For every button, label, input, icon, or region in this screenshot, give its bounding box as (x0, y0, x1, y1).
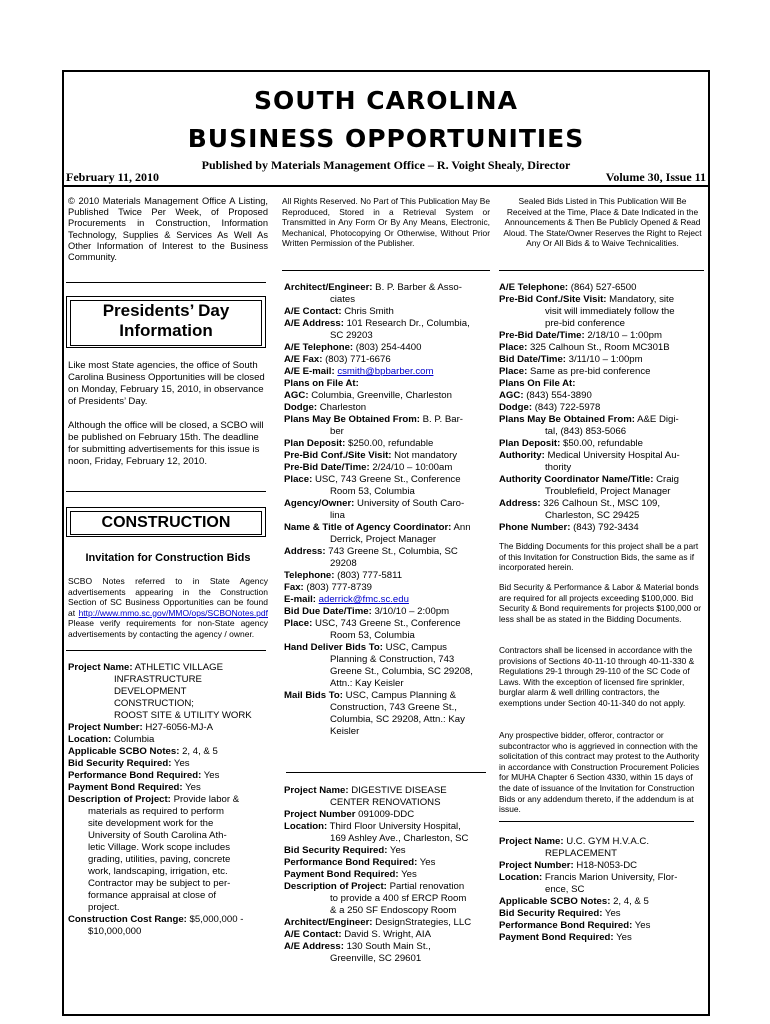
p1-location-label: Location: (68, 734, 112, 745)
p2-prebid-label: Pre-Bid Conf./Site Visit: (499, 294, 607, 305)
p1-perf-label: Performance Bond Required: (68, 770, 202, 781)
p1-coord-2: Derrick, Project Manager (330, 534, 437, 545)
project1-part1 (68, 662, 268, 938)
col3-rule-1 (499, 270, 704, 271)
p2-ae-tel: (864) 527-6500 (570, 282, 637, 293)
p1-hand-3: Greene St., Columbia, SC 29208, (330, 666, 473, 677)
p2-authority-2: thority (545, 462, 572, 473)
construction-box (66, 507, 266, 537)
p1-fax-label: Fax: (284, 582, 304, 593)
p2-due: 3/11/10 – 1:00pm (568, 354, 643, 365)
presidents-day-para2: Although the office will be closed, a SCBO will be published on February 15th. The deadline for submitting advertisements for this issue is noon, Friday, February 12, 2010. (68, 420, 264, 467)
p2-prebid-dt-label: Pre-Bid Date/Time: (499, 330, 585, 341)
p2-address-2: Charleston, SC 29425 (545, 510, 640, 521)
p1-hand-4: Attn.: Kay Keisler (330, 678, 404, 689)
p1-range-2: $10,000,000 (88, 926, 142, 937)
p2-name-2: CENTER RENOVATIONS (330, 797, 441, 808)
p1-place2-1: USC, 743 Greene St., Conference (314, 618, 461, 629)
p2-arch: DesignStrategies, LLC (375, 917, 472, 928)
construction-heading: CONSTRUCTION (101, 514, 231, 531)
p1-hand-2: Planning & Construction, 743 (330, 654, 455, 665)
p3-number: H18-N053-DC (576, 860, 638, 871)
p1-plans-label: Plans on File At: (284, 378, 359, 389)
p2-place: 325 Calhoun St., Room MC301B (529, 342, 670, 353)
p1-place-2: Room 53, Columbia (330, 486, 415, 497)
p2-arch-label: Architect/Engineer: (284, 917, 373, 928)
p2-place2-label: Place: (499, 366, 528, 377)
p1-address-label: Address: (284, 546, 326, 557)
issue-volume: Volume 30, Issue 11 (605, 170, 706, 184)
p2-coord-label: Authority Coordinator Name/Title: (499, 474, 654, 485)
p2-agc: (843) 554-3890 (526, 390, 592, 401)
p1-ae-address-1: 101 Research Dr., Columbia, (346, 318, 470, 329)
p2-ae-address-label: A/E Address: (284, 941, 344, 952)
p2-ae-contact: David S. Wright, AIA (344, 929, 431, 940)
project3 (499, 836, 704, 944)
p1-tel: (803) 777-5811 (337, 570, 403, 581)
p1-agc-label: AGC: (284, 390, 309, 401)
presidents-day-para1: Like most State agencies, the office of South Carolina Business Opportunities will be closed on Monday, February 15, 2010, in observance of Presidents’ Day. (68, 360, 265, 407)
p2-name-label: Project Name: (284, 785, 349, 796)
p1-desc-2: materials as required to perform (88, 806, 224, 817)
p3-pay-label: Payment Bond Required: (499, 932, 614, 943)
intro-copyright: © 2010 Materials Management Office A Listing, Published Twice Per Week, of Proposed Procurements in Construction, Information Technology, Supplies & Services As Well As Other Information of Interest to the Business Community. (68, 196, 268, 263)
p1-ae-address-2: SC 29203 (330, 330, 373, 341)
p1-prebid-dt: 2/24/10 – 10:00am (372, 462, 453, 473)
p2-phone-label: Phone Number: (499, 522, 571, 533)
p3-name-1: U.C. GYM H.V.A.C. (566, 836, 649, 847)
p1-deposit-label: Plan Deposit: (284, 438, 346, 449)
p1-coord-1: Ann (453, 522, 471, 533)
presidents-day-heading-2: Information (119, 321, 213, 340)
p3-location-2: ence, SC (545, 884, 585, 895)
p3-pay: Yes (616, 932, 632, 943)
p3-perf-label: Performance Bond Required: (499, 920, 633, 931)
p1-address-1: 743 Greene St., Columbia, SC (328, 546, 458, 557)
p1-ae-contact: Chris Smith (344, 306, 394, 317)
published-by: Published by Materials Management Office – R. Voight Shealy, Director (201, 158, 571, 172)
p2-prebid-2: visit will immediately follow the (545, 306, 675, 317)
p1-deposit: $250.00, refundable (347, 438, 434, 449)
p1-agency-1: University of South Caro- (357, 498, 465, 509)
p1-desc-10: project. (88, 902, 120, 913)
p3-notes: 2, 4, & 5 (613, 896, 649, 907)
p1-prebid-label: Pre-Bid Conf./Site Visit: (284, 450, 392, 461)
p1-desc-3: site development work for the (88, 818, 214, 829)
p1-number: H27-6056-MJ-A (145, 722, 214, 733)
masthead-line1: SOUTH CAROLINA (254, 86, 518, 115)
p1-desc-4: University of South Carolina Ath- (88, 830, 227, 841)
p1-hand-1: USC, Campus (385, 642, 447, 653)
p2-prebid-dt: 2/18/10 – 1:00pm (587, 330, 663, 341)
p3-name-2: REPLACEMENT (545, 848, 617, 859)
p1-name-1: ATHLETIC VILLAGE (134, 662, 223, 673)
p1-dodge: Charleston (319, 402, 367, 413)
p1-mail-label: Mail Bids To: (284, 690, 343, 701)
p1-notes: 2, 4, & 5 (182, 746, 218, 757)
p2-note-3: Contractors shall be licensed in accordance with the provisions of Sections 40-11-10 through 40-11-330 & Regulations 29-1 through 29-110 of the SC Code of Laws. With the exception of licensed fire sprinkler, burglar alarm & well drilling contractors, the exemptions under Section 40-11-340 do not apply. (499, 645, 695, 708)
p1-email-link[interactable]: aderrick@fmc.sc.edu (318, 594, 409, 605)
scbo-notes (68, 576, 268, 640)
p1-desc-9: formance appraisal at close of (88, 890, 216, 901)
p1-desc-5: letic Village. Work scope includes (88, 842, 231, 853)
construction-subheading: Invitation for Construction Bids (85, 552, 251, 564)
p2-address-1: 326 Calhoun St., MSC 109, (543, 498, 661, 509)
masthead-line2: BUSINESS OPPORTUNITIES (187, 124, 585, 153)
p3-name-label: Project Name: (499, 836, 564, 847)
p1-coord-label: Name & Title of Agency Coordinator: (284, 522, 452, 533)
col3-rule-2 (499, 821, 694, 822)
p2-pay-label: Payment Bond Required: (284, 869, 399, 880)
p1-desc-7: work, landscaping, irrigation, etc. (88, 866, 228, 877)
p1-prebid-dt-label: Pre-Bid Date/Time: (284, 462, 370, 473)
p2-ae-tel-label: A/E Telephone: (499, 282, 569, 293)
p1-name-4: CONSTRUCTION; (114, 698, 194, 709)
p1-hand-label: Hand Deliver Bids To: (284, 642, 383, 653)
p2-prebid-1: Mandatory, site (609, 294, 675, 305)
p1-tel-label: Telephone: (284, 570, 335, 581)
p2-name-1: DIGESTIVE DISEASE (351, 785, 447, 796)
col1-rule-3 (66, 650, 266, 651)
scbo-notes-link[interactable]: http://www.mmo.sc.gov/MMO/ops/SCBONotes.pdf (78, 607, 268, 618)
scbo-notes-text-1: SCBO Notes referred to in State Agency advertisements appearing in the Construction Section of SC Business Opportunities can be found at (68, 576, 268, 618)
p2-number-label: Project Number (284, 809, 356, 820)
p1-ae-email-label: A/E E-mail: (284, 366, 335, 377)
p3-location-1: Francis Marion University, Flor- (544, 872, 678, 883)
p2-address-label: Address: (499, 498, 541, 509)
p2-authority-label: Authority: (499, 450, 545, 461)
p1-place-label: Place: (284, 474, 313, 485)
p2-coord-1: Craig (656, 474, 680, 485)
p1-notes-label: Applicable SCBO Notes: (68, 746, 180, 757)
p3-notes-label: Applicable SCBO Notes: (499, 896, 611, 907)
p1-agc: Columbia, Greenville, Charleston (311, 390, 452, 401)
p1-ae-address-label: A/E Address: (284, 318, 344, 329)
p3-bid-sec-label: Bid Security Required: (499, 908, 603, 919)
p1-due-label: Bid Due Date/Time: (284, 606, 372, 617)
p2-bid-sec: Yes (389, 845, 406, 856)
p1-email-label: E-mail: (284, 594, 316, 605)
p2-plans-label: Plans On File At: (499, 378, 576, 389)
col1-rule-1 (66, 282, 266, 283)
col2-rule-2 (286, 772, 486, 773)
p2-prebid-3: pre-bid conference (545, 318, 625, 329)
p2-pay: Yes (401, 869, 417, 880)
p2-authority-1: Medical University Hospital Au- (547, 450, 680, 461)
project2-part2 (499, 282, 704, 534)
p1-place2-label: Place: (284, 618, 313, 629)
p1-bid-sec-label: Bid Security Required: (68, 758, 172, 769)
p2-number: 091009-DDC (358, 809, 415, 820)
p1-pay-label: Payment Bond Required: (68, 782, 183, 793)
p1-place-1: USC, 743 Greene St., Conference (314, 474, 461, 485)
p1-perf: Yes (203, 770, 220, 781)
p1-bid-sec: Yes (173, 758, 190, 769)
p1-prebid: Not mandatory (394, 450, 458, 461)
p2-location-1: Third Floor University Hospital, (329, 821, 461, 832)
p2-location-label: Location: (284, 821, 328, 832)
intro-sealed: Sealed Bids Listed in This Publication Will Be Received at the Time, Place & Date Indicated in the Announcements & Then Be Publicly Opened & Read Aloud. The State/Owner Reserves the Right to Reject Any Or All Bids & to Waive Technicalities. (503, 196, 702, 249)
p2-obtain-label: Plans May Be Obtained From: (499, 414, 635, 425)
masthead-rule (62, 185, 710, 187)
p1-range-1: $5,000,000 - (189, 914, 244, 925)
p2-note-1: The Bidding Documents for this project shall be a part of this Invitation for Construction Bids, the same as if incorporated herein. (499, 541, 699, 573)
p1-number-label: Project Number: (68, 722, 143, 733)
p2-dodge-label: Dodge: (499, 402, 533, 413)
p2-note-4: Any prospective bidder, offeror, contractor or subcontractor who is aggrieved in connection with the solicitation of this contract may protest to the Authority in accordance with Construction Procurement Policies for MUHA Chapter 6 Section 4330, within 15 days of the date of issuance of the Invitation for Construction Bids or any addendum thereto, if the addendum is at issue. (499, 730, 700, 815)
p1-ae-tel-label: A/E Telephone: (284, 342, 354, 353)
p2-ae-address-2: Greenville, SC 29601 (330, 953, 422, 964)
p1-mail-4: Keisler (330, 726, 360, 737)
p3-location-label: Location: (499, 872, 543, 883)
p3-number-label: Project Number: (499, 860, 574, 871)
p1-range-label: Construction Cost Range: (68, 914, 187, 925)
p1-arch-1: B. P. Barber & Asso- (375, 282, 462, 293)
p1-arch-2: ciates (330, 294, 356, 305)
p1-address-2: 29208 (330, 558, 357, 569)
p1-mail-3: Columbia, SC 29208, Attn.: Kay (330, 714, 465, 725)
p2-desc-2: to provide a 400 sf ERCP Room (330, 893, 467, 904)
p1-obtain-1: B. P. Bar- (422, 414, 463, 425)
p2-note-2: Bid Security & Performance & Labor & Material bonds are required for all projects exceeding $100,000. Bid Security & Bond requirements for projects $100,000 or less shall be as stated in the Bidding Documents. (499, 582, 702, 624)
p1-desc-6: grading, utilities, paving, concrete (88, 854, 231, 865)
p1-desc-8: Contractor may be subject to per- (88, 878, 231, 889)
scbo-notes-text-2: Please verify requirements for non-State agency advertisements by contacting the agency / owner. (68, 618, 268, 639)
p2-place2: Same as pre-bid conference (529, 366, 651, 377)
p1-obtain-2: ber (330, 426, 344, 437)
p2-deposit: $50.00, refundable (562, 438, 643, 449)
p2-bid-sec-label: Bid Security Required: (284, 845, 388, 856)
p1-mail-2: Construction, 743 Greene St., (330, 702, 457, 713)
issue-date: February 11, 2010 (66, 170, 159, 184)
p1-due: 3/10/10 – 2:00pm (374, 606, 450, 617)
p2-location-2: 169 Ashley Ave., Charleston, SC (330, 833, 469, 844)
p1-ae-email-link[interactable]: csmith@bpbarber.com (337, 366, 434, 377)
intro-rights: All Rights Reserved. No Part of This Publication May Be Reproduced, Stored in a Retrieval System or Transmitted in Any Form Or By Any Means, Electronic, Mechanical, Photocopying Or Otherwise, Without Prior Written Permission of the Publisher. (282, 196, 490, 249)
project1-part2 (284, 282, 488, 738)
project2-part1 (284, 785, 488, 965)
p2-dodge: (843) 722-5978 (534, 402, 601, 413)
p1-desc-1: Provide labor & (173, 794, 240, 805)
p2-desc-1: Partial renovation (389, 881, 465, 892)
p1-dodge-label: Dodge: (284, 402, 318, 413)
p1-ae-contact-label: A/E Contact: (284, 306, 342, 317)
p2-coord-2: Troublefield, Project Manager (545, 486, 671, 497)
p2-obtain-2: tal, (843) 853-5066 (545, 426, 627, 437)
p1-mail-1: USC, Campus Planning & (345, 690, 457, 701)
p3-bid-sec: Yes (604, 908, 621, 919)
p2-ae-address-1: 130 South Main St., (346, 941, 431, 952)
p2-desc-label: Description of Project: (284, 881, 387, 892)
p1-place2-2: Room 53, Columbia (330, 630, 415, 641)
p1-desc-label: Description of Project: (68, 794, 171, 805)
p1-name-2: INFRASTRUCTURE (114, 674, 202, 685)
p2-perf: Yes (419, 857, 436, 868)
p1-location: Columbia (113, 734, 155, 745)
p2-obtain-1: A&E Digi- (637, 414, 679, 425)
p1-ae-fax: (803) 771-6676 (325, 354, 391, 365)
p2-agc-label: AGC: (499, 390, 524, 401)
col2-rule-1 (282, 270, 490, 271)
col1-rule-2 (66, 491, 266, 492)
p1-agency-label: Agency/Owner: (284, 498, 355, 509)
p2-perf-label: Performance Bond Required: (284, 857, 418, 868)
p1-name-3: DEVELOPMENT (114, 686, 187, 697)
p2-due-label: Bid Date/Time: (499, 354, 566, 365)
p2-desc-3: & a 250 SF Endoscopy Room (330, 905, 457, 916)
p1-fax: (803) 777-8739 (306, 582, 373, 593)
p1-name-5: ROOST SITE & UTILITY WORK (114, 710, 252, 721)
p2-ae-contact-label: A/E Contact: (284, 929, 342, 940)
p3-perf: Yes (634, 920, 651, 931)
p1-pay: Yes (185, 782, 201, 793)
p1-obtain-label: Plans May Be Obtained From: (284, 414, 420, 425)
p1-arch-label: Architect/Engineer: (284, 282, 373, 293)
p2-deposit-label: Plan Deposit: (499, 438, 561, 449)
p1-ae-tel: (803) 254-4400 (355, 342, 422, 353)
p2-place-label: Place: (499, 342, 528, 353)
p1-name-label: Project Name: (68, 662, 133, 673)
presidents-day-heading-1: Presidents’ Day (102, 301, 230, 320)
p1-ae-fax-label: A/E Fax: (284, 354, 323, 365)
p1-agency-2: lina (330, 510, 345, 521)
p2-phone: (843) 792-3434 (573, 522, 639, 533)
presidents-day-box (66, 296, 266, 348)
